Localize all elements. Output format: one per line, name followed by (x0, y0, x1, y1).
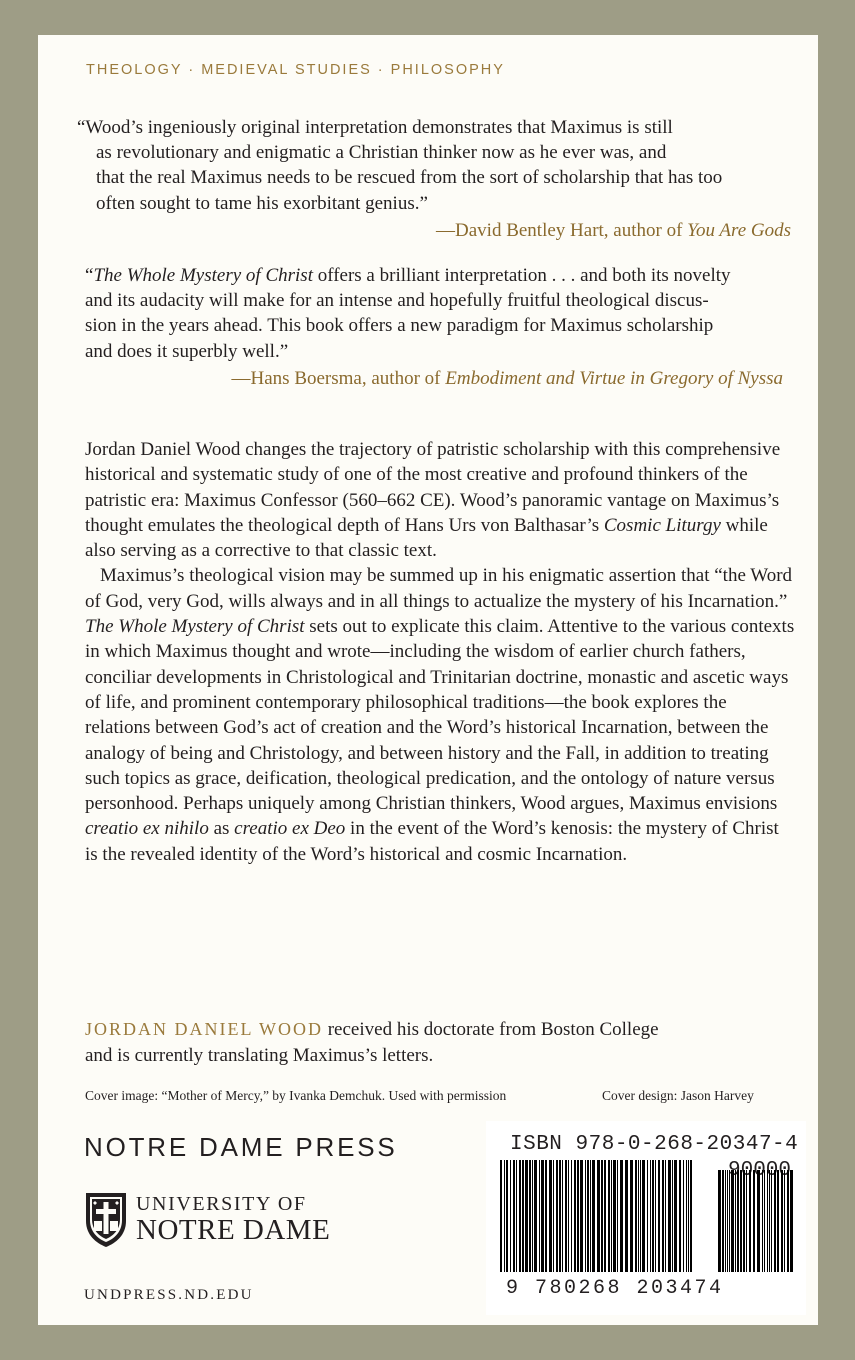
ean-barcode (496, 1160, 796, 1280)
barcode-addon-bar (725, 1170, 726, 1272)
barcode-bar (650, 1160, 651, 1272)
quote-line: and does it superbly well.” (85, 340, 289, 362)
cited-title: Cosmic Liturgy (603, 514, 721, 536)
barcode-addon-bar (777, 1170, 779, 1272)
barcode-bar (571, 1160, 572, 1272)
press-name: NOTRE DAME PRESS (84, 1132, 398, 1162)
quote-line: “Wood’s ingeniously original interpretation demonstrates that Maximus is still (77, 117, 673, 138)
barcode-bar (504, 1160, 505, 1272)
barcode-bar (679, 1160, 681, 1272)
barcode-bar (553, 1160, 554, 1272)
barcode-bar (506, 1160, 508, 1272)
description-text: Jordan Daniel Wood changes the trajectory of patristic scholarship with this comprehensive historical and systematic study of one of the most creative and profound thinkers of the patristic era: Maximus Confessor (560–662 CE). Wood’s panoramic vantage on Maximus’s thought emulates the theological depth of Hans Urs von Balthasar’s (85, 439, 781, 536)
barcode-bar (668, 1160, 671, 1272)
barcode-addon-bar (743, 1170, 745, 1272)
barcode-bar (665, 1160, 666, 1272)
quote-line: and its audacity will make for an intense and hopefully fruitful theological discus- (85, 290, 709, 312)
barcode-bar (545, 1160, 547, 1272)
book-description (85, 437, 795, 867)
barcode-addon-bar (749, 1170, 751, 1272)
barcode-bar (690, 1160, 692, 1272)
barcode-bar (672, 1160, 673, 1272)
barcode-addon-bar (737, 1170, 739, 1272)
quote-attribution (85, 366, 797, 391)
barcode-bar (539, 1160, 540, 1272)
cover-design-credit: Cover design: Jason Harvey (602, 1088, 754, 1103)
barcode-addon-bar (781, 1170, 783, 1272)
bio-line: and is currently translating Maximus’s letters. (85, 1044, 434, 1066)
quote-attribution (77, 218, 797, 243)
quote-line (85, 263, 797, 288)
barcode-bar (568, 1160, 569, 1272)
barcode-bar (534, 1160, 537, 1272)
barcode-addon-bar (735, 1170, 736, 1272)
barcode-bar (630, 1160, 633, 1272)
bio-line (85, 1017, 805, 1043)
barcode-addon-bar (729, 1170, 730, 1272)
description-text: while also serving as a corrective to that classic text. (85, 514, 768, 562)
barcode-addon-bar (771, 1170, 772, 1272)
barcode-addon-bar (731, 1170, 734, 1272)
barcode-bar (510, 1160, 511, 1272)
barcode-bar (658, 1160, 660, 1272)
university-logo (84, 1191, 330, 1249)
barcode-bar (601, 1160, 603, 1272)
barcode-addon-bar (727, 1170, 728, 1272)
barcode-addon-bar (787, 1170, 789, 1272)
quote-line: sion in the years ahead. This book offers a new paradigm for Maximus scholarship (85, 315, 714, 337)
barcode-bar (640, 1160, 641, 1272)
quote-line: as revolutionary and enigmatic a Christian thinker now as he ever was, and (96, 142, 667, 164)
barcode-bar (638, 1160, 639, 1272)
barcode-bar (652, 1160, 654, 1272)
subject-categories: THEOLOGY · MEDIEVAL STUDIES · PHILOSOPHY (86, 62, 505, 78)
university-shield-icon (84, 1191, 128, 1249)
barcode-bar (587, 1160, 589, 1272)
barcode-bar (532, 1160, 533, 1272)
ean-digits: 9 780268 203474 (506, 1277, 724, 1300)
barcode-addon-bar (767, 1170, 768, 1272)
author-bio (85, 1017, 805, 1068)
quote-text: offers a brilliant interpretation . . . and both its novelty (312, 265, 731, 286)
barcode-bar (611, 1160, 612, 1272)
isbn-label: ISBN 978-0-268-20347-4 (510, 1133, 799, 1156)
barcode-bar (625, 1160, 628, 1272)
university-line-2: NOTRE DAME (136, 1214, 331, 1246)
attribution-author: —David Bentley Hart, author of (436, 219, 688, 241)
barcode-bar (590, 1160, 591, 1272)
cover-image-credit: Cover image: “Mother of Mercy,” by Ivanka Demchuk. Used with permission (85, 1088, 507, 1103)
barcode-bar (686, 1160, 687, 1272)
description-text: in the event of the Word’s kenosis: the mystery of Christ is the revealed identity of the Word’s historical and cosmic Incarnation. (85, 818, 779, 865)
barcode-bar (565, 1160, 567, 1272)
barcode-bar (597, 1160, 600, 1272)
barcode-bar (683, 1160, 684, 1272)
barcode-bar (522, 1160, 524, 1272)
barcode-bar (674, 1160, 677, 1272)
barcode-bar (516, 1160, 517, 1272)
barcode-bar (513, 1160, 515, 1272)
barcode-addon-bar (746, 1170, 747, 1272)
barcode-bar (620, 1160, 623, 1272)
barcode-bar (500, 1160, 502, 1272)
barcode-bar (647, 1160, 648, 1272)
barcode-bar (541, 1160, 544, 1272)
barcode-bar (577, 1160, 579, 1272)
barcode-bar (642, 1160, 645, 1272)
attribution-author: —Hans Boersma, author of (231, 367, 446, 389)
barcode-addon-bar (784, 1170, 785, 1272)
open-quote: “ (85, 265, 94, 286)
endorsement-quote-hart (77, 115, 797, 243)
back-cover (38, 35, 818, 1325)
quote-line: that the real Maximus needs to be rescued from the sort of scholarship that has too (96, 167, 723, 189)
barcode-bar (519, 1160, 521, 1272)
description-text: sets out to explicate this claim. Attentive to the various contexts in which Maximus thought and wrote—including the wisdom of earlier church fathers, conciliar developments in Christological and Trinitarian doctrine, monastic and ascetic ways of life, and prominent contemporary philosophical traditions—the book explores the relations between God’s act of creation and the Word’s historical Incarnation, between the analogy of being and Christology, and between history and the Fall, in addition to treating such topics as grace, deification, theological predication, and the ontology of nature versus personhood. Perhaps uniquely among Christian thinkers, Wood argues, Maximus envisions (85, 616, 795, 815)
barcode-addon-bar (722, 1170, 724, 1272)
author-name: JORDAN DANIEL WOOD (85, 1019, 323, 1039)
barcode-bar (525, 1160, 528, 1272)
barcode-addon-bar (762, 1170, 763, 1272)
latin-term: creatio ex nihilo (85, 818, 209, 840)
barcode-addon-bar (718, 1170, 721, 1272)
description-text: Maximus’s theological vision may be summed up in his enigmatic assertion that “the Word of God, very God, wills always and in all things to actualize the mystery of his Incarnation.” (85, 565, 793, 612)
quote-line: often sought to tame his exorbitant genius.” (96, 192, 428, 214)
barcode-bar (585, 1160, 586, 1272)
description-paragraph-1 (85, 437, 795, 563)
barcode-addon-bar (769, 1170, 770, 1272)
barcode-bar (556, 1160, 558, 1272)
barcode-bar (635, 1160, 637, 1272)
description-paragraph-2 (85, 563, 795, 867)
barcode-bar (613, 1160, 616, 1272)
barcode-bar (580, 1160, 583, 1272)
barcode-bar (549, 1160, 552, 1272)
barcode-bar (608, 1160, 610, 1272)
book-title: The Whole Mystery of Christ (85, 616, 305, 638)
endorsement-quote-boersma (85, 263, 797, 391)
barcode-addon-bar (790, 1170, 793, 1272)
barcode-bar (655, 1160, 656, 1272)
barcode-bar (559, 1160, 561, 1272)
barcode-bar (562, 1160, 563, 1272)
barcode-bar (574, 1160, 576, 1272)
barcode-addon-bar (757, 1170, 760, 1272)
barcode-bar (617, 1160, 618, 1272)
barcode-addon-bar (753, 1170, 755, 1272)
barcode-addon-bar (740, 1170, 742, 1272)
attribution-book-title: You Are Gods (687, 219, 791, 241)
barcode-bar (529, 1160, 531, 1272)
barcode-addon-bar (764, 1170, 765, 1272)
bio-text: received his doctorate from Boston College (322, 1019, 659, 1040)
barcode-bar (604, 1160, 606, 1272)
university-line-1: UNIVERSITY OF (136, 1193, 307, 1215)
attribution-book-title: Embodiment and Virtue in Gregory of Nyssa (445, 367, 783, 389)
barcode-bar (592, 1160, 595, 1272)
university-wordmark (136, 1193, 330, 1247)
barcode-bar (688, 1160, 689, 1272)
press-website: UNDPRESS.ND.EDU (84, 1287, 254, 1303)
barcode-bar (662, 1160, 664, 1272)
description-text: as (208, 818, 235, 840)
barcode-addon-bar (774, 1170, 776, 1272)
book-title: The Whole Mystery of Christ (93, 265, 313, 286)
latin-term: creatio ex Deo (234, 818, 346, 840)
